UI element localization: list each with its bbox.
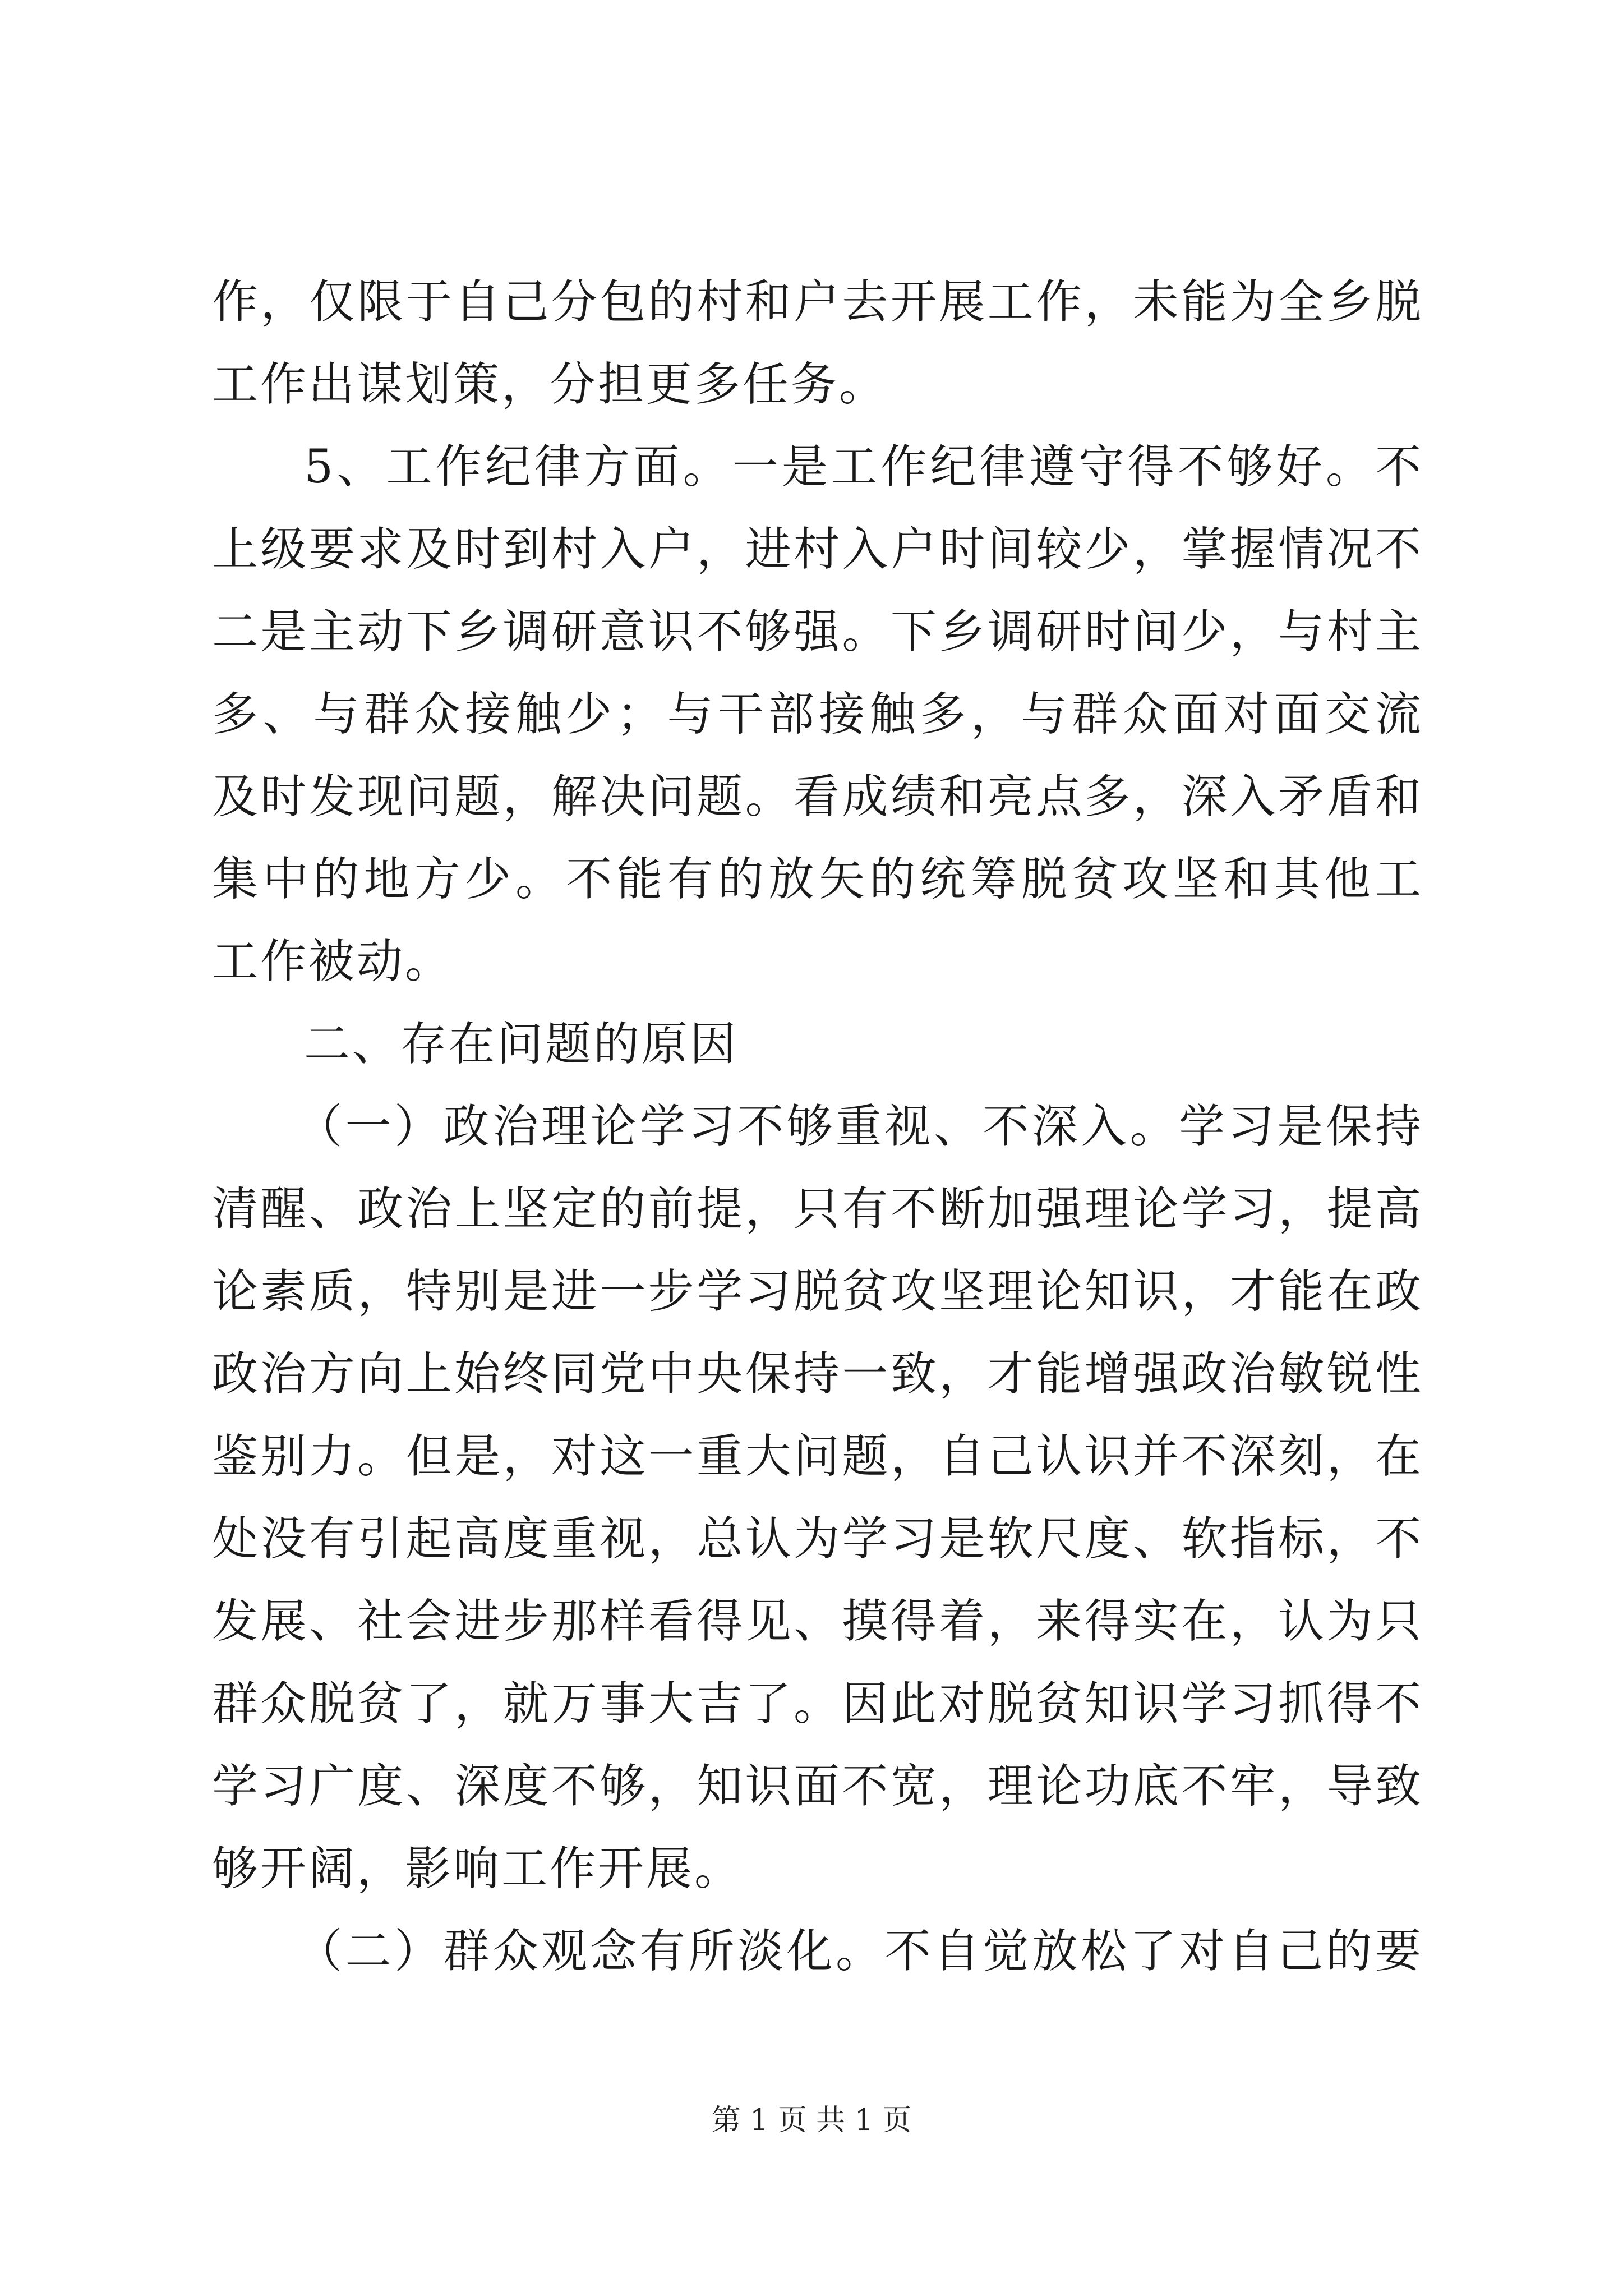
- text-line: 政治方向上始终同党中央保持一致，才能增强政治敏锐性: [212, 1347, 1423, 1401]
- text-line: 上级要求及时到村入户，进村入户时间较少，掌握情况不: [212, 523, 1423, 576]
- body-text: [212, 261, 1423, 1993]
- text-line: 够开阔，影响工作开展。: [212, 1842, 743, 1895]
- text-line: 群众脱贫了，就万事大吉了。因此对脱贫知识学习抓得不: [212, 1677, 1423, 1731]
- text-line: 作，仅限于自己分包的村和户去开展工作，未能为全乡脱: [212, 275, 1423, 329]
- text-line: 论素质，特别是进一步学习脱贫攻坚理论知识，才能在政: [212, 1265, 1423, 1318]
- text-line: 工作被动。: [212, 935, 454, 988]
- text-line: 多、与群众接触少；与干部接触多，与群众面对面交流: [212, 688, 1423, 741]
- text-line: 二是主动下乡调研意识不够强。下乡调研时间少，与村主: [212, 605, 1423, 659]
- text-line: 集中的地方少。不能有的放矢的统筹脱贫攻坚和其他工: [212, 853, 1423, 906]
- text-line: 5、工作纪律方面。一是工作纪律遵守得不够好。不: [304, 440, 1423, 494]
- text-line: 鉴别力。但是，对这一重大问题，自己认识并不深刻，在: [212, 1430, 1423, 1483]
- text-line: 清醒、政治上坚定的前提，只有不断加强理论学习，提高: [212, 1182, 1423, 1236]
- text-line: （一）政治理论学习不够重视、不深入。学习是保持: [296, 1100, 1423, 1153]
- text-line: 处没有引起高度重视，总认为学习是软尺度、软指标，不: [212, 1512, 1423, 1566]
- section-heading: 二、存在问题的原因: [304, 1018, 739, 1071]
- text-line: 工作出谋划策，分担更多任务。: [212, 358, 888, 411]
- text-line: （二）群众观念有所淡化。不自觉放松了对自己的要: [296, 1925, 1423, 1978]
- page-number-footer: 第 1 页 共 1 页: [711, 2104, 912, 2137]
- text-line: 学习广度、深度不够，知识面不宽，理论功底不牢，导致: [212, 1760, 1423, 1813]
- text-line: 发展、社会进步那样看得见、摸得着，来得实在，认为只: [212, 1595, 1423, 1648]
- text-line: 及时发现问题，解决问题。看成绩和亮点多，深入矛盾和: [212, 770, 1423, 823]
